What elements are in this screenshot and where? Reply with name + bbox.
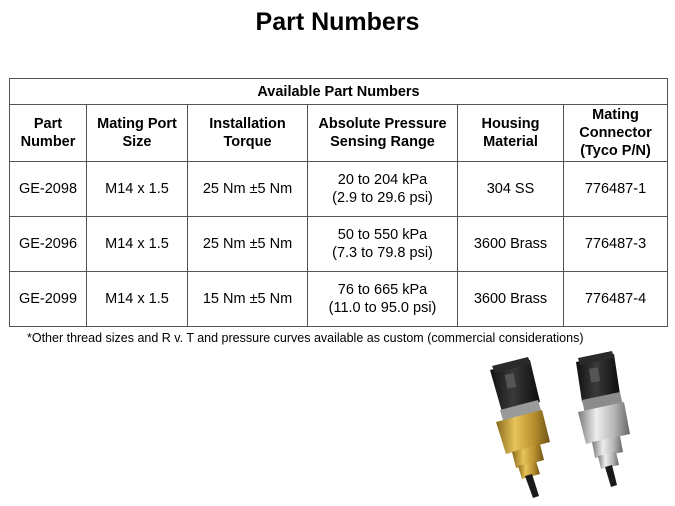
cell-housing: 304 SS: [458, 162, 564, 217]
header-mating-connector: Mating Connector (Tyco P/N): [564, 105, 668, 162]
cell-torque: 15 Nm ±5 Nm: [188, 272, 308, 327]
sensor-product-photo: [478, 350, 673, 500]
cell-port-size: M14 x 1.5: [87, 272, 188, 327]
footnote: *Other thread sizes and R v. T and pressure curves available as custom (commercial considerations): [27, 331, 584, 345]
header-housing-material: Housing Material: [458, 105, 564, 162]
cell-part-number: GE-2099: [10, 272, 87, 327]
table-row: [10, 217, 668, 272]
cell-housing: 3600 Brass: [458, 272, 564, 327]
cell-pressure-range: 50 to 550 kPa (7.3 to 79.8 psi): [308, 217, 458, 272]
part-numbers-table: [9, 78, 668, 327]
table-caption: Available Part Numbers: [10, 79, 668, 105]
table-row: [10, 162, 668, 217]
cell-connector: 776487-4: [564, 272, 668, 327]
header-mating-port-size: Mating Port Size: [87, 105, 188, 162]
cell-pressure-range: 20 to 204 kPa (2.9 to 29.6 psi): [308, 162, 458, 217]
cell-torque: 25 Nm ±5 Nm: [188, 162, 308, 217]
cell-housing: 3600 Brass: [458, 217, 564, 272]
table-row: [10, 272, 668, 327]
cell-connector: 776487-1: [564, 162, 668, 217]
steel-sensor-image: [576, 351, 630, 487]
page-title: Part Numbers: [255, 8, 420, 36]
header-pressure-range: Absolute Pressure Sensing Range: [308, 105, 458, 162]
brass-sensor-image: [490, 357, 550, 498]
cell-connector: 776487-3: [564, 217, 668, 272]
cell-port-size: M14 x 1.5: [87, 217, 188, 272]
cell-pressure-range: 76 to 665 kPa (11.0 to 95.0 psi): [308, 272, 458, 327]
cell-torque: 25 Nm ±5 Nm: [188, 217, 308, 272]
cell-port-size: M14 x 1.5: [87, 162, 188, 217]
cell-part-number: GE-2098: [10, 162, 87, 217]
cell-part-number: GE-2096: [10, 217, 87, 272]
header-part-number: Part Number: [10, 105, 87, 162]
header-installation-torque: Installation Torque: [188, 105, 308, 162]
